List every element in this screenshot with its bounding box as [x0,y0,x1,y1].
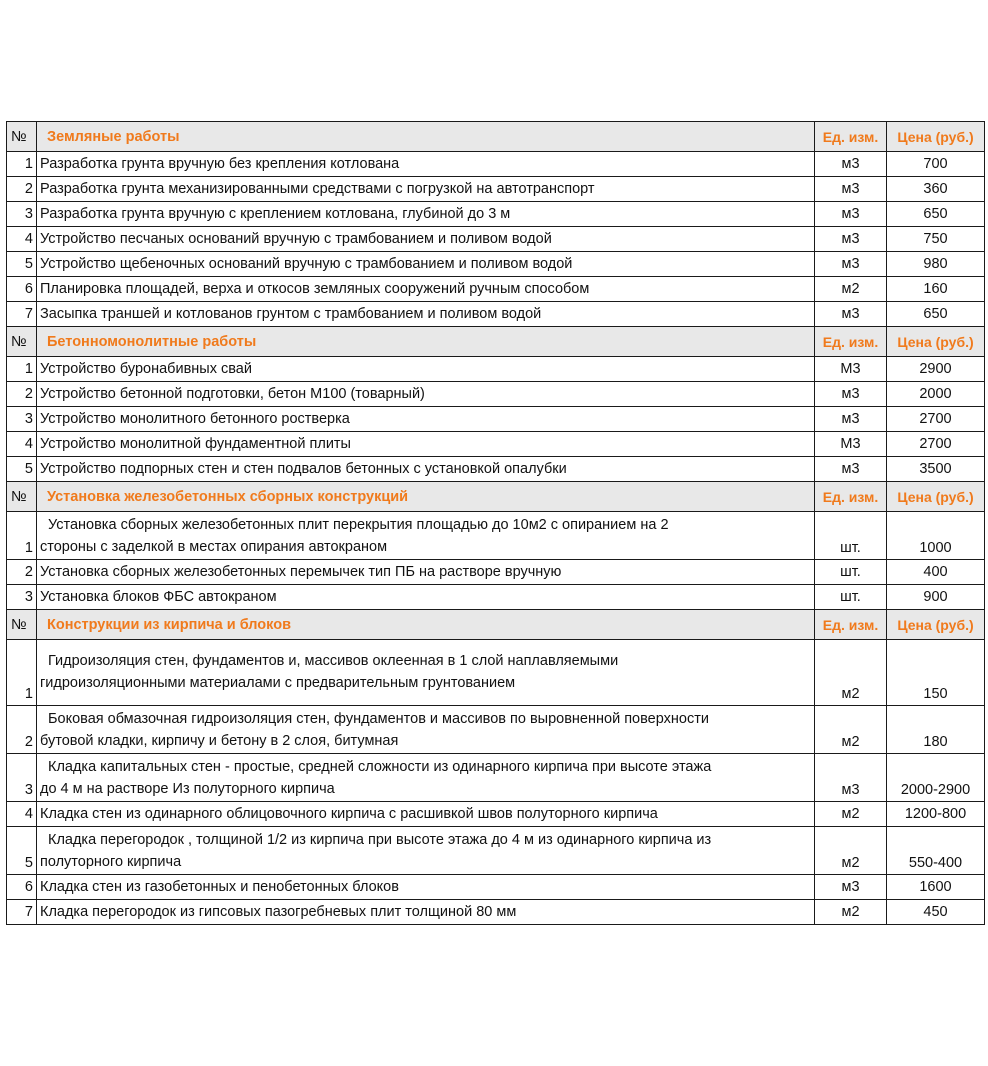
table-row [7,277,985,302]
unit-cell: м2 [815,640,887,706]
table-row [7,585,985,610]
col-unit-header: Ед. изм. [815,122,887,152]
table-row [7,754,985,802]
row-number: 2 [7,560,37,585]
table-row [7,382,985,407]
table-row [7,640,985,706]
section-header [7,327,985,357]
unit-cell: шт. [815,512,887,560]
price-cell: 2900 [887,357,985,382]
row-number: 3 [7,407,37,432]
work-name-line: Кладка капитальных стен - простые, средней сложности из одинарного кирпича при высоте этажа [48,759,712,775]
col-unit-header: Ед. изм. [815,482,887,512]
col-no-header: № [7,327,37,357]
col-price-header: Цена (руб.) [887,327,985,357]
table-row [7,202,985,227]
price-cell: 650 [887,302,985,327]
table-row [7,302,985,327]
row-number: 7 [7,900,37,925]
table-row [7,152,985,177]
row-number: 4 [7,432,37,457]
work-name-line: гидроизоляционными материалами с предварительным грунтованием [40,675,516,691]
unit-cell: м3 [815,407,887,432]
section-title: Бетонномонолитные работы [37,327,815,357]
table-row [7,875,985,900]
work-name: Разработка грунта механизированными средствами с погрузкой на автотранспорт [37,177,815,202]
row-number: 5 [7,827,37,875]
work-name-line: стороны с заделкой в местах опирания автокраном [40,539,388,555]
table-row [7,432,985,457]
work-name-line: Кладка перегородок , толщиной 1/2 из кирпича при высоте этажа до 4 м из одинарного кирпича из [48,832,712,848]
work-name-line: бутовой кладки, кирпичу и бетону в 2 слоя, битумная [40,733,399,749]
work-name: Устройство монолитной фундаментной плиты [37,432,815,457]
row-number: 7 [7,302,37,327]
unit-cell: М3 [815,357,887,382]
row-number: 6 [7,277,37,302]
unit-cell: шт. [815,585,887,610]
unit-cell: м3 [815,302,887,327]
row-number: 2 [7,177,37,202]
col-no-header: № [7,122,37,152]
col-no-header: № [7,482,37,512]
price-cell: 2000-2900 [887,754,985,802]
row-number: 6 [7,875,37,900]
col-price-header: Цена (руб.) [887,482,985,512]
row-number: 3 [7,585,37,610]
section-title: Земляные работы [37,122,815,152]
price-cell: 700 [887,152,985,177]
section-title: Конструкции из кирпича и блоков [37,610,815,640]
row-number: 1 [7,357,37,382]
work-name-line: полуторного кирпича [40,854,182,870]
table-row [7,457,985,482]
col-price-header: Цена (руб.) [887,610,985,640]
price-cell: 3500 [887,457,985,482]
unit-cell: м2 [815,827,887,875]
work-name [37,827,815,875]
work-name: Засыпка траншей и котлованов грунтом с трамбованием и поливом водой [37,302,815,327]
unit-cell: м3 [815,875,887,900]
price-cell: 650 [887,202,985,227]
price-cell: 2700 [887,407,985,432]
table-row [7,407,985,432]
unit-cell: м2 [815,802,887,827]
section-title: Установка железобетонных сборных конструкций [37,482,815,512]
unit-cell: м3 [815,252,887,277]
price-cell: 1200-800 [887,802,985,827]
price-cell: 160 [887,277,985,302]
row-number: 5 [7,252,37,277]
row-number: 1 [7,640,37,706]
unit-cell: м3 [815,227,887,252]
row-number: 3 [7,202,37,227]
table-row [7,560,985,585]
unit-cell: м2 [815,277,887,302]
price-cell: 550-400 [887,827,985,875]
price-cell: 750 [887,227,985,252]
price-table [6,121,985,925]
price-cell: 2700 [887,432,985,457]
work-name: Устройство монолитного бетонного ростверка [37,407,815,432]
col-unit-header: Ед. изм. [815,327,887,357]
unit-cell: шт. [815,560,887,585]
row-number: 1 [7,152,37,177]
unit-cell: М3 [815,432,887,457]
table-row [7,827,985,875]
work-name: Устройство подпорных стен и стен подвалов бетонных с установкой опалубки [37,457,815,482]
table-row [7,357,985,382]
table-row [7,802,985,827]
price-cell: 360 [887,177,985,202]
work-name-line: Боковая обмазочная гидроизоляция стен, фундаментов и массивов по выровненной поверхности [48,711,709,727]
price-cell: 150 [887,640,985,706]
table-row [7,177,985,202]
col-price-header: Цена (руб.) [887,122,985,152]
price-cell: 900 [887,585,985,610]
row-number: 5 [7,457,37,482]
price-cell: 180 [887,706,985,754]
work-name-line: Установка сборных железобетонных плит перекрытия площадью до 10м2 с опиранием на 2 [48,517,669,533]
work-name: Кладка стен из газобетонных и пенобетонных блоков [37,875,815,900]
section-header [7,122,985,152]
row-number: 1 [7,512,37,560]
unit-cell: м3 [815,177,887,202]
work-name: Устройство щебеночных оснований вручную с трамбованием и поливом водой [37,252,815,277]
work-name-line: Гидроизоляция стен, фундаментов и, массивов оклеенная в 1 слой наплавляемыми [48,653,619,669]
work-name: Планировка площадей, верха и откосов земляных сооружений ручным способом [37,277,815,302]
table-row [7,252,985,277]
work-name: Разработка грунта вручную с креплением котлована, глубиной до 3 м [37,202,815,227]
price-cell: 450 [887,900,985,925]
row-number: 3 [7,754,37,802]
price-cell: 1600 [887,875,985,900]
price-cell: 2000 [887,382,985,407]
unit-cell: м3 [815,202,887,227]
work-name: Устройство бетонной подготовки, бетон М100 (товарный) [37,382,815,407]
col-no-header: № [7,610,37,640]
section-header [7,610,985,640]
price-cell: 400 [887,560,985,585]
unit-cell: м3 [815,457,887,482]
unit-cell: м3 [815,754,887,802]
work-name [37,640,815,706]
unit-cell: м2 [815,706,887,754]
table-row [7,706,985,754]
row-number: 4 [7,802,37,827]
work-name: Установка блоков ФБС автокраном [37,585,815,610]
work-name-line: до 4 м на растворе Из полуторного кирпича [40,781,335,797]
col-unit-header: Ед. изм. [815,610,887,640]
unit-cell: м2 [815,900,887,925]
price-cell: 1000 [887,512,985,560]
work-name [37,754,815,802]
work-name [37,706,815,754]
work-name [37,512,815,560]
work-name: Устройство песчаных оснований вручную с трамбованием и поливом водой [37,227,815,252]
table-row [7,227,985,252]
work-name: Разработка грунта вручную без крепления котлована [37,152,815,177]
table-row [7,512,985,560]
unit-cell: м3 [815,152,887,177]
work-name: Кладка перегородок из гипсовых пазогребневых плит толщиной 80 мм [37,900,815,925]
row-number: 2 [7,382,37,407]
work-name: Установка сборных железобетонных перемычек тип ПБ на растворе вручную [37,560,815,585]
row-number: 4 [7,227,37,252]
unit-cell: м3 [815,382,887,407]
price-cell: 980 [887,252,985,277]
row-number: 2 [7,706,37,754]
work-name: Кладка стен из одинарного облицовочного кирпича с расшивкой швов полуторного кирпича [37,802,815,827]
table-row [7,900,985,925]
section-header [7,482,985,512]
work-name: Устройство буронабивных свай [37,357,815,382]
